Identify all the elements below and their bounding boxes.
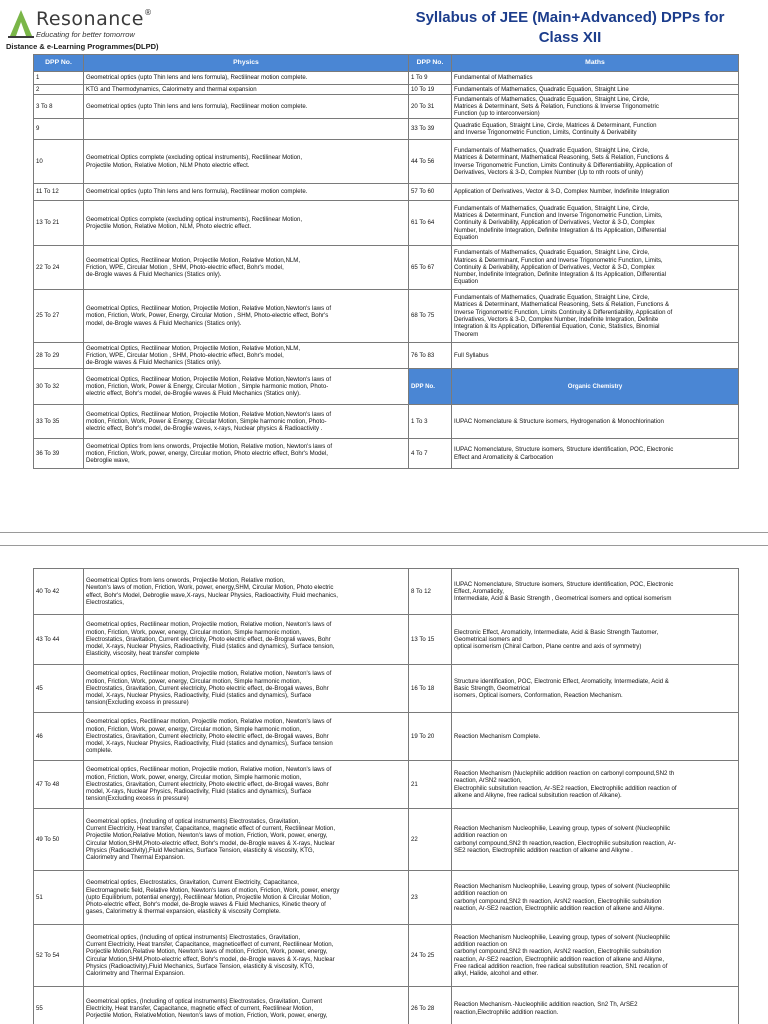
chemistry-topics: Reaction Mechanism (Nuclephilic addition reaction on carbonyl compound,SN2 th reaction, ArSN2 reaction, Electrophilic subsitution reaction, Ar-SE2 reaction, Electrophilic addition reaction of alkene and Alkyne, free radical subsitution reaction of Alkane). xyxy=(452,761,739,809)
physics-topics: Geometrical Optics complete (excluding optical instruments), Rectilinear Motion, Projectile Motion, Relative Motion, NLM Photo electric effect. xyxy=(84,140,409,184)
physics-dpp-no: 25 To 27 xyxy=(34,290,84,343)
physics-topics: Geometrical optics, Rectilinear motion, Projectile motion, Relative motion, Newton's laws of motion, Friction, Work, power, energy, Circular motion, Simple harmonic motion, Electrostatics, Gravitation, Current electricity, Photo electric effect, de-Brogali waves, Bohr model, X-rays, Nuclear Physics, Radioactivity, Fluid (statics and dynamics), Surface tension(Excluding excess in pressure) xyxy=(84,761,409,809)
header-dpp-no: DPP No. xyxy=(409,55,452,72)
physics-dpp-no: 49 To 50 xyxy=(34,809,84,871)
chemistry-topics: IUPAC Nomenclature, Structure isomers, Structure identification, POC, Electronic Effect and Aromaticity & Carbocation xyxy=(452,439,739,469)
physics-topics: Geometrical Optics from lens onwords, Projectile Motion, Relative motion, Newton's laws of motion, Friction, Work, power, energy, Circular motion, Photo electric effect, Bohr's Model, Debroglie wave, xyxy=(84,439,409,469)
physics-dpp-no: 30 To 32 xyxy=(34,369,84,405)
maths-topics: Fundamentals of Mathematics, Quadratic Equation, Straight Line, Circle, Matrices & Determinant, Mathematical Reasoning, Sets & Relation, Functions & Inverse Trigonometric Function, Limits Continuity & Differentiability, Application of Derivatives, Vectors & 3-D, Complex Number, Indefinite Integration, Definite Integration & Its Application, Differential Equation, Conic, Statistics, Binomial Theorem xyxy=(452,290,739,343)
physics-topics: Geometrical optics (upto Thin lens and lens formula), Rectilinear motion complete. xyxy=(84,72,409,85)
physics-dpp-no: 10 xyxy=(34,140,84,184)
table-row xyxy=(34,72,739,85)
physics-dpp-no: 43 To 44 xyxy=(34,615,84,665)
table-row xyxy=(34,369,739,405)
chemistry-dpp-no: 13 To 15 xyxy=(409,615,452,665)
physics-topics: Geometrical optics, (Including of optical instruments) Electrostatics, Gravitation, Current Electricity, Heat transfer, Capacitance, magnetic effect of current, Rectilinear Motion, Porjectile Motion, RelativeMotion, Newton's laws of motion, Friction, Work, power, energy, xyxy=(84,987,409,1024)
syllabus-table-page-2 xyxy=(33,568,739,1024)
maths-topics: Fundamentals of Mathematics, Quadratic Equation, Straight Line, Circle, Matrices & Determinant, Sets & Relation, Functions & Inverse Trigonometric Function (up to interconversion) xyxy=(452,95,739,119)
maths-dpp-no: 61 To 64 xyxy=(409,201,452,246)
division-name: Distance & e-Learning Programmes(DLPD) xyxy=(6,42,159,51)
chemistry-dpp-no: 4 To 7 xyxy=(409,439,452,469)
physics-topics: Geometrical Optics from lens onwords, Projectile Motion, Relative motion, Newton's laws of motion, Friction, Work, power, energy,SHM, Circular Motion, Photo electric effect, Bohr's Model, Debroglie wave,X-rays, Nuclear Physics, Radioactivity, Fluid mechanics, Electrostatics, xyxy=(84,569,409,615)
chemistry-dpp-no: 21 xyxy=(409,761,452,809)
title-line-1: Syllabus of JEE (Main+Advanced) DPPs for xyxy=(415,9,725,26)
table-row xyxy=(34,95,739,119)
header-maths: Maths xyxy=(452,55,739,72)
chemistry-topics: Electronic Effect, Aromaticity, Intermediate, Acid & Basic Strength Tautomer, Geometrical isomers and optical isomerism (Chiral Carbon, Plane centre and axis of symmetry) xyxy=(452,615,739,665)
chemistry-topics: IUPAC Nomenclature & Structure isomers, Hydrogenation & Monochlorination xyxy=(452,405,739,439)
table-row xyxy=(34,119,739,140)
resonance-leaf-icon xyxy=(8,8,34,38)
page-title xyxy=(400,8,740,48)
physics-dpp-no: 47 To 48 xyxy=(34,761,84,809)
header-dpp-no: DPP No. xyxy=(409,369,452,405)
physics-dpp-no: 3 To 8 xyxy=(34,95,84,119)
table-row xyxy=(34,713,739,761)
physics-topics: Geometrical optics, (Including of optical instruments) Electrostatics, Gravitation, Current Electricity, Heat transfer, Capacitance, magnetic effect of current, Rectilinear Motion, Projectile Motion,Relative Motion, Newton's laws of motion, Friction, Work, power, energy, Circular Motion,SHM,Photo-electric effect, Bohr's model, de-Brogle waves & X-rays, Nuclear Physics (Radioactivity),Fluid Mechanics, Surface Tension, elasticity & viscosity, KTG, Calorimetry and Thermal Expansion. xyxy=(84,809,409,871)
table-row xyxy=(34,184,739,201)
brand-tagline: Educating for better tomorrow xyxy=(36,30,135,39)
physics-topics: Geometrical optics, Rectilinear motion, Projectile motion, Relative motion, Newton's laws of motion, Friction, Work, power, energy, Circular motion, Simple harmonic motion, Electrostatics, Gravitation, Current electricity, Photo electric effect, de-Brograli waves, Bohr model, X-rays, Nuclear Physics, Radioactivity, Fluid (statics and dynamics), Surface tension, Elasticity, viscosity, heat transfer complete xyxy=(84,615,409,665)
maths-topics: Quadratic Equation, Straight Line, Circle, Matrices & Determinant, Function and Inverse Trigonometric Function, Limits, Continuity & Derivability xyxy=(452,119,739,140)
maths-topics: Fundamentals of Mathematics, Quadratic Equation, Straight Line, Circle, Matrices & Determinant, Function and Inverse Trigonometric Function, Limits, Continuity & Derivability, Application of Derivatives, Vector & 3-D, Complex Number, Indefinite Integration, Definite Integration & Its Application, Differential Equation xyxy=(452,201,739,246)
physics-dpp-no: 45 xyxy=(34,665,84,713)
maths-dpp-no: 65 To 67 xyxy=(409,246,452,290)
chemistry-dpp-no: 23 xyxy=(409,871,452,925)
header-dpp-no: DPP No. xyxy=(34,55,84,72)
maths-dpp-no: 44 To 56 xyxy=(409,140,452,184)
header-physics: Physics xyxy=(84,55,409,72)
physics-topics: Geometrical Optics, Rectilinear Motion, Projectile Motion, Relative Motion,NLM, Friction, WPE, Circular Motion , SHM, Photo-electric effect, Bohr's model, de-Brogle waves & Fluid Mechanics (Statics only). xyxy=(84,246,409,290)
header-organic-chemistry: Organic Chemistry xyxy=(452,369,739,405)
physics-dpp-no: 40 To 42 xyxy=(34,569,84,615)
maths-dpp-no: 68 To 75 xyxy=(409,290,452,343)
table-row xyxy=(34,140,739,184)
syllabus-table-page-1 xyxy=(33,54,739,469)
maths-topics: Fundamentals of Mathematics, Quadratic Equation, Straight Line, Circle, Matrices & Determinant, Mathematical Reasoning, Sets & Relation, Functions & Inverse Trigonometric Function, Limits Continuity & Differentiability, Application of Derivatives, Vectors & 3-D, Complex Number (Up to nth roots of unity) xyxy=(452,140,739,184)
table-row xyxy=(34,871,739,925)
physics-dpp-no: 11 To 12 xyxy=(34,184,84,201)
chemistry-dpp-no: 24 To 25 xyxy=(409,925,452,987)
chemistry-dpp-no: 16 To 18 xyxy=(409,665,452,713)
physics-topics: Geometrical optics, Rectilinear motion, Projectile motion, Relative motion, Newton's laws of motion, Friction, Work, power, energy, Circular motion, Simple harmonic motion, Electrostatics, Gravitation, Current electricity, Photo electric effect, de-Brogali waves, Bohr model, X-rays, Nuclear Physics, Radioactivity, Fluid (statics and dynamics), Surface tension(Excluding excess in pressure) xyxy=(84,665,409,713)
table-row xyxy=(34,615,739,665)
title-line-2: Class XII xyxy=(538,29,602,46)
table-row xyxy=(34,761,739,809)
table-row xyxy=(34,405,739,439)
chemistry-topics: Reaction Mechanism.-Nucleophilic addition reaction, Sn2 Th, ArSE2 reaction,Electrophilic addition reaction. xyxy=(452,987,739,1024)
maths-dpp-no: 10 To 19 xyxy=(409,85,452,95)
table-row xyxy=(34,925,739,987)
maths-dpp-no: 1 To 9 xyxy=(409,72,452,85)
physics-topics: Geometrical Optics, Rectilinear Motion, Projectile Motion, Relative Motion,Newton's laws of motion, Friction, Work, Power & Energy, Circular Motion, Simple harmonic motion, Photo- electric effect, Bohr's model, de-Broglie waves, x-rays, Nuclear physics & Radioactivity . xyxy=(84,405,409,439)
maths-dpp-no: 20 To 31 xyxy=(409,95,452,119)
resonance-logo xyxy=(6,6,216,50)
physics-topics: Geometrical optics, Rectilinear motion, Projectile motion, Relative motion, Newton's laws of motion, Friction, Work, power, energy, Circular motion, Simple harmonic motion, Electrostatics, Gravitation, Current electricity, Photo electric effect, de-Brogali waves, Bohr model, X-rays, Nuclear Physics, Radioactivity, Fluid (statics and dynamics), Surface tension complete. xyxy=(84,713,409,761)
maths-topics: Application of Derivatives, Vector & 3-D, Complex Number, Indefinite Integration xyxy=(452,184,739,201)
table-row xyxy=(34,809,739,871)
table-row xyxy=(34,290,739,343)
maths-topics: Fundamental of Mathematics xyxy=(452,72,739,85)
table-row xyxy=(34,987,739,1024)
physics-topics: Geometrical optics (upto Thin lens and lens formula), Rectilinear motion complete. xyxy=(84,95,409,119)
physics-topics: Geometrical Optics, Rectilinear Motion, Projectile Motion, Relative Motion,Newton's laws of motion, Friction, Work, Power & Energy, Circular Motion , Simple harmonic motion, Photo- electric effect, Bohr's model, de-Broglie waves & Fluid Mechanics (Statics only). xyxy=(84,369,409,405)
physics-dpp-no: 1 xyxy=(34,72,84,85)
table-row xyxy=(34,569,739,615)
physics-dpp-no: 52 To 54 xyxy=(34,925,84,987)
table-row xyxy=(34,85,739,95)
maths-dpp-no: 33 To 39 xyxy=(409,119,452,140)
maths-topics: Fundamentals of Mathematics, Quadratic Equation, Straight Line xyxy=(452,85,739,95)
chemistry-topics: IUPAC Nomenclature, Structure isomers, Structure identification, POC, Electronic Effect, Aromaticity, Intermediate, Acid & Basic Strength , Geometrical isomers and optical isomerism xyxy=(452,569,739,615)
chemistry-dpp-no: 19 To 20 xyxy=(409,713,452,761)
table-header-row xyxy=(34,55,739,72)
document-page-2 xyxy=(0,546,768,1024)
chemistry-topics: Reaction Mechanism Nucleophilie, Leaving group, types of solvent (Nucleophilic addition reaction on carbonyl compound,SN2 th reaction,reaction, Electrophilic subsitution reaction, Ar- SE2 reaction, Electrophilic addition reaction of alkene and Alkyne . xyxy=(452,809,739,871)
physics-dpp-no: 2 xyxy=(34,85,84,95)
physics-dpp-no: 46 xyxy=(34,713,84,761)
physics-dpp-no: 22 To 24 xyxy=(34,246,84,290)
chemistry-dpp-no: 26 To 28 xyxy=(409,987,452,1024)
physics-dpp-no: 51 xyxy=(34,871,84,925)
maths-dpp-no: 76 To 83 xyxy=(409,343,452,369)
maths-topics: Fundamentals of Mathematics, Quadratic Equation, Straight Line, Circle, Matrices & Determinant, Function and Inverse Trigonometric Function, Limits, Continuity & Derivability, Application of Derivatives, Vector & 3-D, Complex Number, Indefinite Integration, Definite Integration & Its Application, Differential Equation xyxy=(452,246,739,290)
chemistry-dpp-no: 22 xyxy=(409,809,452,871)
table-row xyxy=(34,665,739,713)
page-separator xyxy=(0,532,768,546)
physics-topics xyxy=(84,119,409,140)
physics-dpp-no: 36 To 39 xyxy=(34,439,84,469)
physics-dpp-no: 55 xyxy=(34,987,84,1024)
chemistry-topics: Reaction Mechanism Nucleophilie, Leaving group, types of solvent (Nucleophilic addition reaction on carbonyl compound,SN2 th reaction, ArsN2 reaction, Electrophilic subsitution reaction, Ar-SE2 reaction, Electrophilic addition reaction of alkene and Alkyne, Free radical addition reaction, free radical substitution reaction, SN1 recation of alkyl, Halide, alcohol and ether. xyxy=(452,925,739,987)
chemistry-topics: Structure identification, POC, Electronic Effect, Aromaticity, Intermediate, Acid & Basic Strength, Geometrical isomers, Optical isomers, Conformation, Reaction Mechanism. xyxy=(452,665,739,713)
physics-topics: Geometrical optics, Electrostatics, Gravitation, Current Electricity, Capacitance, Electromagnetic field, Relative Motion, Newton's laws of motion, Friction, Work, power, energy (upto Equilibrium, potential energy), Rectilinear Motion, Projectile Motion & Circular Motion, Photo-electric effect, Bohr's model, de-Brogle waves & Fluid Mechanics, Kinetic theory of gases, Calorimetry & thermal expansion, elasticity & viscosity Complete. xyxy=(84,871,409,925)
maths-dpp-no: 57 To 60 xyxy=(409,184,452,201)
physics-dpp-no: 13 To 21 xyxy=(34,201,84,246)
physics-dpp-no: 9 xyxy=(34,119,84,140)
maths-topics: Full Syllabus xyxy=(452,343,739,369)
physics-topics: Geometrical Optics complete (excluding optical instruments), Rectilinear Motion, Projectile Motion, Relative Motion, NLM, Photo electric effect. xyxy=(84,201,409,246)
chemistry-topics: Reaction Mechanism Nucleophilie, Leaving group, types of solvent (Nucleophilic addition reaction on carbonyl compound,SN2 th reaction, ArsN2 reaction, Electrophilic subsitution reaction, Ar-SE2 reaction, Electrophilic addition reaction of alkene and Alkyne. xyxy=(452,871,739,925)
physics-topics: Geometrical optics, (Including of optical instruments) Electrostatics, Gravitation, Current Electricity, Heat transfer, Capacitance, magneticeffect of current, Rectilinear Motion, Porjectile Motion,Relative Motion, Newton's laws of motion, Friction, Work, power, energy, Circular Motion,SHM,Photo-electric effect, Bohr's model, de-Brogle waves & X-rays, Nuclear Physics (Radioactivity),Fluid Mechanics, Surface Tension, elasticity & viscosity, KTG, Calorimetry and Thermal Expansion. xyxy=(84,925,409,987)
table-row xyxy=(34,201,739,246)
physics-topics: Geometrical Optics, Rectilinear Motion, Projectile Motion, Relative Motion,Newton's laws of motion, Friction, Work, Power, Energy, Circular Motion , SHM, Photo-electric effect, Bohr's model, de-Brogle waves & Fluid Mechanics (Statics only). xyxy=(84,290,409,343)
table-row xyxy=(34,343,739,369)
physics-topics: Geometrical optics (upto Thin lens and lens formula), Rectilinear motion complete. xyxy=(84,184,409,201)
physics-dpp-no: 33 To 35 xyxy=(34,405,84,439)
table-row xyxy=(34,439,739,469)
chemistry-dpp-no: 8 To 12 xyxy=(409,569,452,615)
physics-topics: KTG and Thermodynamics, Calorimetry and thermal expansion xyxy=(84,85,409,95)
chemistry-topics: Reaction Mechanism Complete. xyxy=(452,713,739,761)
physics-dpp-no: 28 To 29 xyxy=(34,343,84,369)
chemistry-dpp-no: 1 To 3 xyxy=(409,405,452,439)
table-row xyxy=(34,246,739,290)
brand-name: Resonance® xyxy=(36,8,153,30)
physics-topics: Geometrical Optics, Rectilinear Motion, Projectile Motion, Relative Motion,NLM, Friction, WPE, Circular Motion , SHM, Photo-electric effect, Bohr's model, de-Brogle waves & Fluid Mechanics (Statics only). xyxy=(84,343,409,369)
